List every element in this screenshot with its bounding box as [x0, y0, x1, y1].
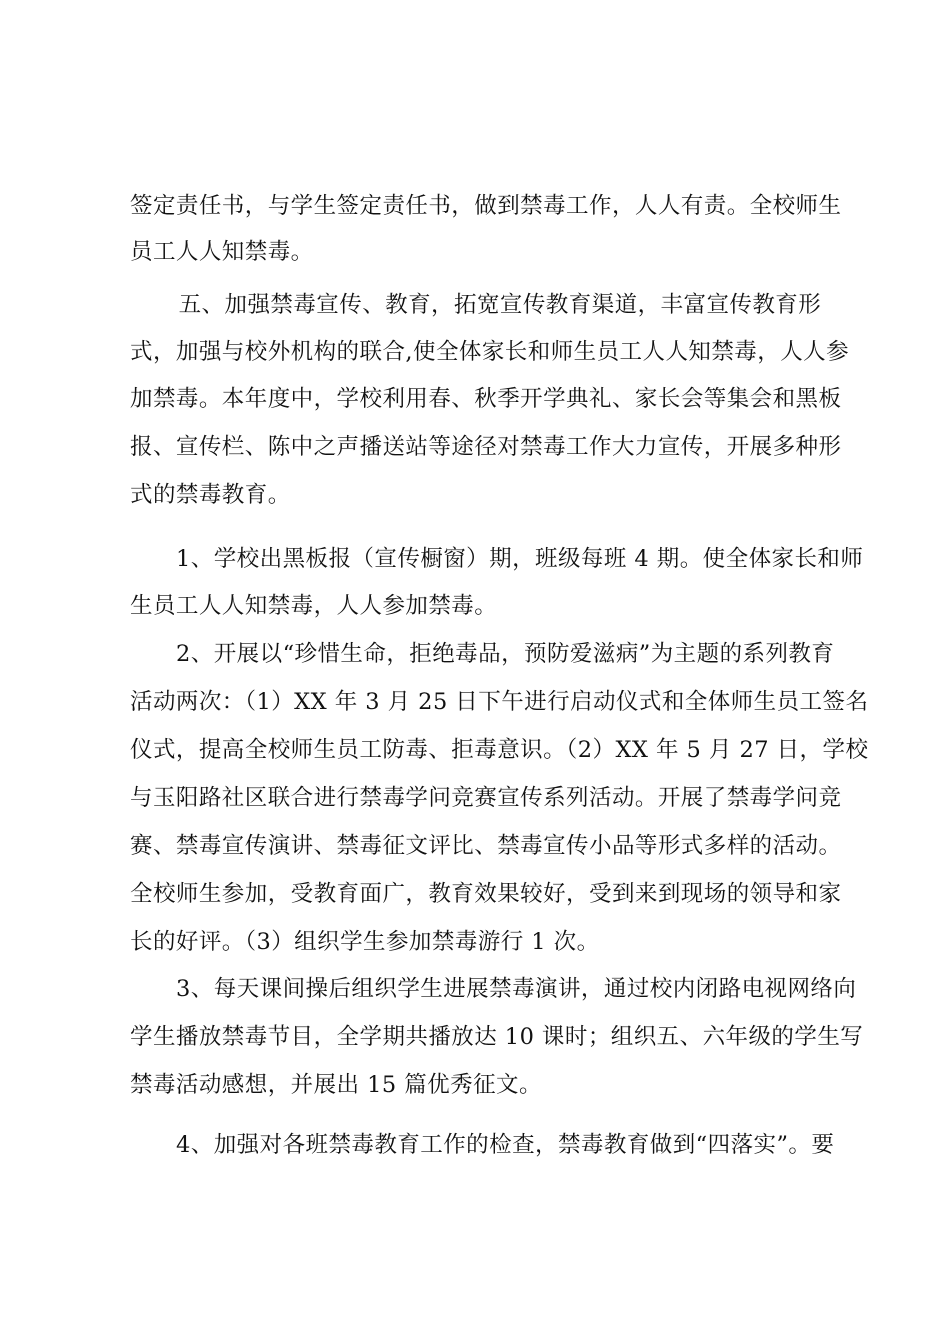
text-line: 加禁毒。本年度中，学校利用春、秋季开学典礼、家长会等集会和黑板 [130, 386, 842, 412]
text-line: 全校师生参加，受教育面广，教育效果较好，受到来到现场的领导和家 [130, 881, 842, 907]
item-line: 2、开展以“珍惜生命，拒绝毒品，预防爱滋病”为主题的系列教育 [176, 641, 835, 667]
text-line: 与玉阳路社区联合进行禁毒学问竞赛宣传系列活动。开展了禁毒学问竞 [130, 785, 842, 811]
text-line: 禁毒活动感想，并展出 15 篇优秀征文。 [130, 1072, 542, 1098]
text-line: 学生播放禁毒节目，全学期共播放达 10 课时；组织五、六年级的学生写 [130, 1024, 864, 1050]
text-line: 生员工人人知禁毒，人人参加禁毒。 [130, 593, 498, 619]
text-line: 活动两次：（1）XX 年 3 月 25 日下午进行启动仪式和全体师生员工签名 [130, 689, 869, 715]
text-line: 式，加强与校外机构的联合,使全体家长和师生员工人人知禁毒，人人参 [130, 339, 850, 365]
text-line: 赛、禁毒宣传演讲、禁毒征文评比、禁毒宣传小品等形式多样的活动。 [130, 833, 842, 859]
text-line: 式的禁毒教育。 [130, 482, 291, 508]
text-line: 报、宣传栏、陈中之声播送站等途径对禁毒工作大力宣传，开展多种形 [130, 434, 842, 460]
item-line: 3、每天课间操后组织学生进展禁毒演讲，通过校内闭路电视网络向 [176, 976, 857, 1002]
item-line: 1、学校出黑板报（宣传橱窗）期，班级每班 4 期。使全体家长和师 [176, 546, 864, 572]
text-line: 长的好评。（3）组织学生参加禁毒游行 1 次。 [130, 929, 600, 955]
text-line: 仪式，提高全校师生员工防毒、拒毒意识。（2）XX 年 5 月 27 日，学校 [130, 737, 869, 763]
text-line: 员工人人知禁毒。 [130, 239, 314, 265]
section-heading-line: 五、加强禁毒宣传、教育，拓宽宣传教育渠道，丰富宣传教育形 [171, 292, 822, 318]
item-line: 4、加强对各班禁毒教育工作的检查，禁毒教育做到“四落实”。要 [176, 1132, 835, 1158]
text-line: 签定责任书，与学生签定责任书，做到禁毒工作，人人有责。全校师生 [130, 193, 842, 219]
